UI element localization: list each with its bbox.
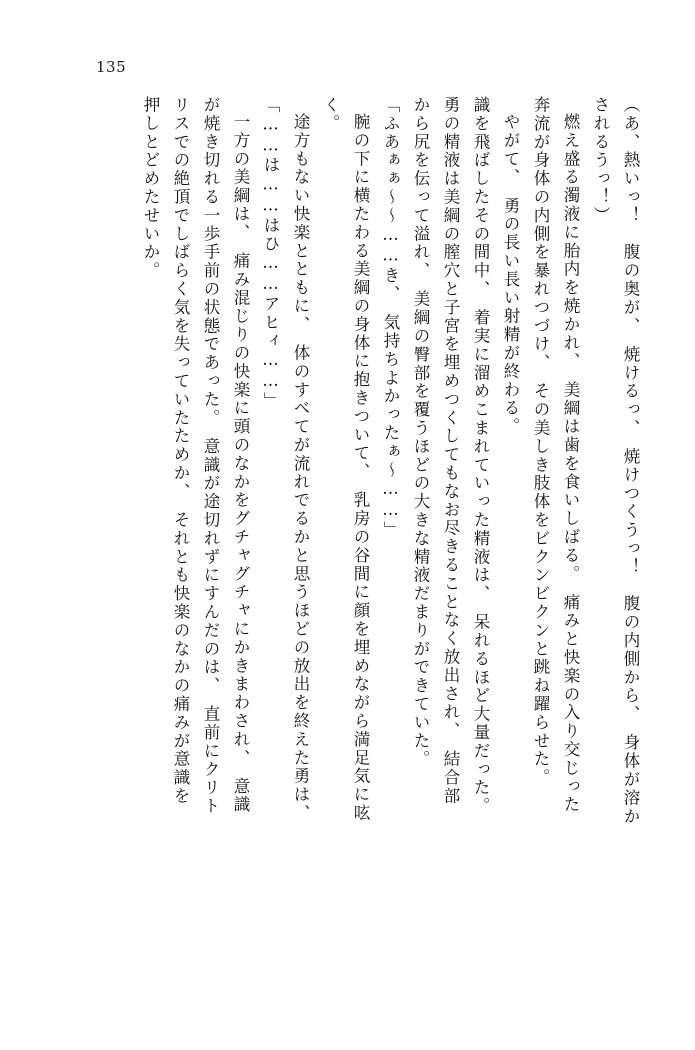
text-line: が焼き切れる一歩手前の状態であった。 意識が途切れずにすんだのは、 直前にクリト [201, 96, 220, 816]
text-line: やがて、 勇の長い長い射精が終わる。 [501, 113, 520, 436]
text-line: 一方の美綱は、 痛み混じりの快楽に頭のなかをグチャグチャにかきまわされ、 意識 [231, 113, 250, 815]
text-line: 燃え盛る濁液に胎内を焼かれ、 美綱は歯を食いしばる。 痛みと快楽の入り交じった [561, 113, 580, 815]
text-line: 途方もない快楽とともに、 体のすべてが流れでるかと思うほどの放出を終えた勇は、 [291, 113, 310, 823]
text-line: から尻を伝って溢れ、 美綱の臀部を覆うほどの大きな精液だまりができていた。 [411, 96, 430, 769]
page-number: 135 [96, 58, 127, 76]
text-line: されるうっ！） [591, 96, 610, 225]
text-line: 「ふあぁぁ〜〜……き、 気持ちよかったぁ〜……」 [381, 96, 400, 540]
text-line: 押しとどめたせいか。 [141, 96, 160, 280]
text-line: リスでの絶頂でしばらく気を失っていたためか、 それとも快楽のなかの痛みが意識を [171, 96, 190, 806]
text-line: く。 [321, 96, 340, 133]
text-line: 「……は……はひ……アヒィ……」 [261, 96, 280, 411]
text-line: 勇の精液は美綱の膣穴と子宮を埋めつくしてもなお尽きることなく放出され、 結合部 [441, 96, 460, 806]
text-line: 奔流が身体の内側を暴れつづけ、 その美しき肢体をビクンビクンと跳ね躍らせた。 [531, 96, 550, 787]
vertical-text-body [60, 96, 638, 996]
text-line: 腕の下に横たわる美綱の身体に抱きついて、 乳房の谷間に顔を埋めながら満足気に呟 [351, 113, 370, 823]
text-line: 識を飛ばしたその間中、 着実に溜めこまれていった精液は、 呆れるほど大量だった。 [471, 96, 490, 816]
text-line: （あ、熱いっ！ 腹の奥が、 焼けるっ、 焼けつくうっ！ 腹の内側から、 身体が溶か [621, 96, 640, 826]
